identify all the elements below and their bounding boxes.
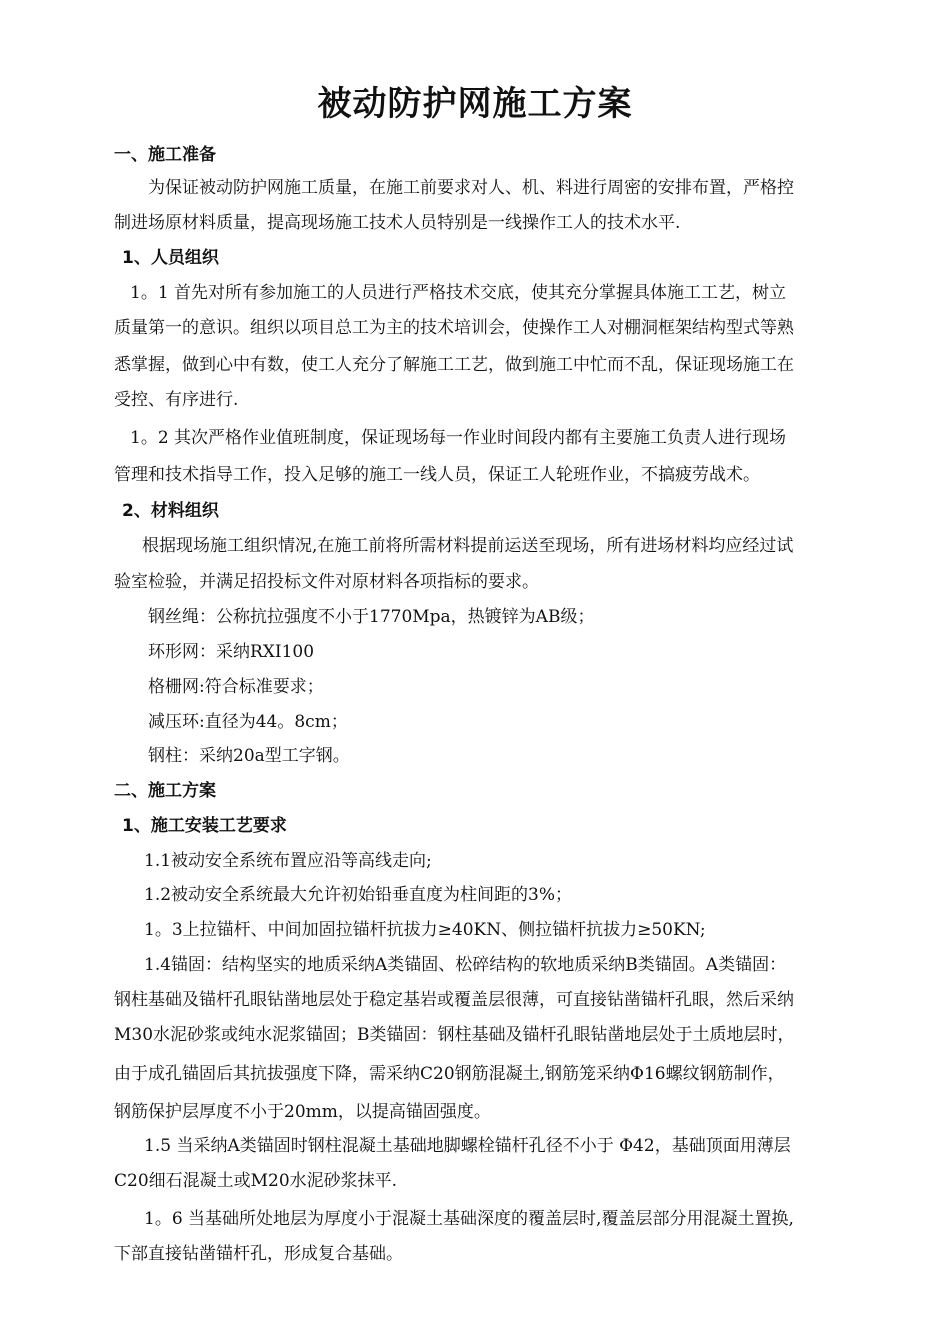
- material-item-wire-rope: 钢丝绳：公称抗拉强度不小于1770Mpa，热镀锌为AB级；: [148, 607, 595, 627]
- section-heading-plan: 二、施工方案: [114, 781, 216, 801]
- paragraph-line: 1.1被动安全系统布置应沿等高线走向;: [144, 851, 432, 871]
- paragraph-line: 1.2被动安全系统最大允许初始铅垂直度为柱间距的3%；: [144, 885, 573, 905]
- paragraph-line: 1。6 当基础所处地层为厚度小于混凝土基础深度的覆盖层时,覆盖层部分用混凝土置换,: [144, 1209, 794, 1229]
- paragraph-line: M30水泥砂浆或纯水泥浆锚固；B类锚固：钢柱基础及锚杆孔眼钻凿地层处于土质地层时，: [114, 1025, 795, 1045]
- paragraph-line: 钢柱基础及锚杆孔眼钻凿地层处于稳定基岩或覆盖层很薄，可直接钻凿锚杆孔眼，然后采纳: [114, 990, 794, 1010]
- paragraph-line: 1。1 首先对所有参加施工的人员进行严格技术交底，使其充分掌握具体施工工艺，树立: [130, 283, 787, 303]
- paragraph-line: 制进场原材料质量，提高现场施工技术人员特别是一线操作工人的技术水平.: [114, 213, 681, 233]
- paragraph-line: 受控、有序进行.: [114, 390, 239, 410]
- paragraph-line: 质量第一的意识。组织以项目总工为主的技术培训会，使操作工人对棚洞框架结构型式等熟: [114, 318, 794, 338]
- paragraph-line: 根据现场施工组织情况,在施工前将所需材料提前运送至现场，所有进场材料均应经过试: [142, 536, 794, 556]
- paragraph-line: 管理和技术指导工作，投入足够的施工一线人员，保证工人轮班作业，不搞疲劳战术。: [114, 465, 760, 485]
- subheading-materials: 2、材料组织: [122, 501, 219, 521]
- paragraph-line: 1。2 其次严格作业值班制度，保证现场每一作业时间段内都有主要施工负责人进行现场: [130, 428, 787, 448]
- paragraph-line: 1.4锚固：结构坚实的地质采纳A类锚固、松碎结构的软地质采纳B类锚固。A类锚固：: [144, 955, 787, 975]
- paragraph-line: 悉掌握，做到心中有数，使工人充分了解施工工艺，做到施工中忙而不乱，保证现场施工在: [114, 355, 794, 375]
- material-item-brake-ring: 减压环:直径为44。8cm；: [148, 712, 348, 732]
- subheading-personnel: 1、人员组织: [122, 248, 219, 268]
- paragraph-line: 由于成孔锚固后其抗拔强度下降，需采纳C20钢筋混凝土,钢筋笼采纳Φ16螺纹钢筋制作，: [114, 1064, 785, 1084]
- subheading-installation: 1、施工安装工艺要求: [122, 816, 287, 836]
- material-item-ring-net: 环形网：采纳RXI100: [148, 642, 315, 662]
- paragraph-line: 1。3上拉锚杆、中间加固拉锚杆抗拔力≥40KN、侧拉锚杆抗拔力≥50KN;: [144, 920, 706, 940]
- material-item-steel-post: 钢柱：采纳20a型工字钢。: [148, 746, 350, 766]
- paragraph-line: 1.5 当采纳A类锚固时钢柱混凝土基础地脚螺栓锚杆孔径不小于 Φ42，基础顶面用薄层: [144, 1136, 791, 1156]
- material-item-grid-net: 格栅网:符合标准要求；: [148, 677, 324, 697]
- paragraph-line: 验室检验，并满足招投标文件对原材料各项指标的要求。: [114, 572, 539, 592]
- paragraph-line: 为保证被动防护网施工质量，在施工前要求对人、机、料进行周密的安排布置，严格控: [148, 178, 794, 198]
- paragraph-line: 钢筋保护层厚度不小于20mm，以提高锚固强度。: [114, 1102, 491, 1122]
- paragraph-line: 下部直接钻凿锚杆孔，形成复合基础。: [114, 1244, 403, 1264]
- document-title: 被动防护网施工方案: [317, 84, 633, 124]
- paragraph-line: C20细石混凝土或M20水泥砂浆抹平.: [114, 1171, 398, 1191]
- section-heading-preparation: 一、施工准备: [114, 145, 216, 165]
